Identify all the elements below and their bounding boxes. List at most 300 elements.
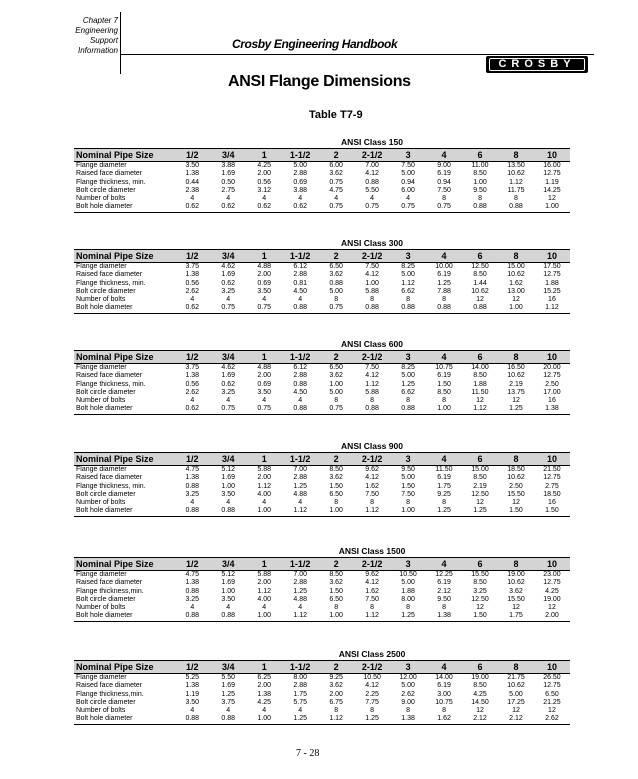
pipe-size-header: 3/4 xyxy=(221,251,235,261)
table-cell: 2.00 xyxy=(257,170,272,178)
table-cell: 6.12 xyxy=(293,364,307,371)
table-row xyxy=(74,263,570,271)
table-cell: 3.88 xyxy=(221,162,236,169)
table-cell: 2.88 xyxy=(293,271,307,279)
table-row xyxy=(74,682,570,690)
table-cell: 0.88 xyxy=(221,612,236,620)
table-cell: 1.25 xyxy=(437,507,451,515)
table-cell: 20.00 xyxy=(543,364,561,371)
table-cell: 3.62 xyxy=(329,474,343,482)
table-cell: 0.94 xyxy=(401,178,415,186)
pipe-size-header: 3/4 xyxy=(221,662,235,672)
table-cell: 0.56 xyxy=(185,279,200,287)
table-cell: 8 xyxy=(334,707,339,715)
chapter-line: Support xyxy=(89,36,118,45)
pipe-size-header: 10 xyxy=(546,662,557,672)
table-cell: 9.62 xyxy=(365,466,379,473)
pipe-size-header: 4 xyxy=(441,352,447,362)
table-cell: 14.00 xyxy=(471,364,489,371)
table-cell: 4.88 xyxy=(293,595,307,603)
row-label: Flange diameter xyxy=(76,162,127,169)
table-row xyxy=(74,466,570,474)
table-cell: 1.00 xyxy=(221,587,236,595)
table-cell: 12 xyxy=(512,397,520,405)
table-cell: 14.00 xyxy=(435,674,453,681)
table-cell: 0.62 xyxy=(293,203,307,211)
table-cell: 1.12 xyxy=(365,380,379,388)
table-cell: 0.88 xyxy=(365,178,379,186)
row-label: Flange thickness, min. xyxy=(76,279,146,287)
pipe-size-header: 2 xyxy=(333,251,339,261)
table-cell: 0.75 xyxy=(329,178,343,186)
pipe-size-header: 3/4 xyxy=(221,352,235,362)
table-cell: 6.50 xyxy=(329,595,343,603)
table-cell: 5.00 xyxy=(401,579,415,587)
table-cell: 2.88 xyxy=(293,682,307,690)
table-cell: 4 xyxy=(226,195,231,203)
table-row xyxy=(74,707,570,715)
table-cell: 12 xyxy=(512,604,520,612)
table-cell: 5.50 xyxy=(365,186,379,194)
table-cell: 4.62 xyxy=(221,364,236,371)
pipe-size-header: 10 xyxy=(546,352,557,362)
table-row xyxy=(74,280,570,288)
table-cell: 6.19 xyxy=(437,271,451,279)
table-cell: 8 xyxy=(406,397,411,405)
table-cell: 1.62 xyxy=(509,279,523,287)
pipe-size-header: 1 xyxy=(261,251,267,261)
table-cell: 6.50 xyxy=(329,490,343,498)
table-row xyxy=(74,715,570,723)
table-cell: 2.19 xyxy=(509,380,523,388)
table-cell: 4.25 xyxy=(257,162,272,169)
table-header-row xyxy=(74,452,570,466)
table-cell: 13.00 xyxy=(507,287,525,295)
row-label: Raised face diameter xyxy=(76,682,143,690)
table-cell: 1.12 xyxy=(293,507,307,515)
table-cell: 4 xyxy=(262,296,267,304)
table-cell: 2.12 xyxy=(473,715,487,723)
table-cell: 4.62 xyxy=(221,263,236,270)
pipe-size-header: 1/2 xyxy=(186,559,199,569)
table-cell: 4 xyxy=(190,195,195,203)
table-cell: 1.75 xyxy=(293,690,307,698)
class-title: ANSI Class 300 xyxy=(341,238,403,248)
pipe-size-header: 3 xyxy=(405,454,411,464)
pipe-size-header: 10 xyxy=(546,251,557,261)
table-cell: 1.38 xyxy=(257,690,272,698)
table-cell: 0.69 xyxy=(293,178,307,186)
table-cell: 19.00 xyxy=(471,674,489,681)
table-cell: 4 xyxy=(226,604,231,612)
crosby-logo: CROSBY xyxy=(486,56,588,73)
table-cell: 6.62 xyxy=(401,287,415,295)
table-cell: 6.19 xyxy=(437,474,451,482)
table-cell: 4.88 xyxy=(257,263,272,270)
row-label: Bolt circle diameter xyxy=(76,698,136,706)
pipe-size-header: 2 xyxy=(333,454,339,464)
pipe-size-header: 4 xyxy=(441,251,447,261)
pipe-size-header: 6 xyxy=(477,559,483,569)
table-header-row xyxy=(74,660,570,674)
table-row xyxy=(74,179,570,187)
table-cell: 12 xyxy=(548,707,556,715)
table-cell: 0.75 xyxy=(221,304,236,312)
table-cell: 1.50 xyxy=(473,612,487,620)
table-cell: 12 xyxy=(476,604,484,612)
table-cell: 4 xyxy=(226,499,231,507)
table-cell: 1.25 xyxy=(221,690,236,698)
table-cell: 4.75 xyxy=(185,571,200,578)
table-cell: 6.25 xyxy=(257,674,272,681)
pipe-size-header: 1/2 xyxy=(186,251,199,261)
pipe-size-header: 4 xyxy=(441,454,447,464)
table-cell: 8 xyxy=(442,195,446,203)
table-cell: 4 xyxy=(190,296,195,304)
row-label: Flange thickness, min. xyxy=(76,380,146,388)
table-cell: 2.75 xyxy=(221,186,236,194)
table-row xyxy=(74,170,570,178)
table-cell: 0.62 xyxy=(257,203,272,211)
table-cell: 4 xyxy=(298,296,303,304)
table-cell: 1.00 xyxy=(329,507,343,515)
table-cell: 12 xyxy=(548,195,556,203)
table-cell: 4.12 xyxy=(365,372,379,380)
table-cell: 1.44 xyxy=(473,279,487,287)
table-cell: 1.38 xyxy=(185,170,200,178)
table-cell: 0.88 xyxy=(473,203,487,211)
flange-table xyxy=(74,136,570,213)
table-cell: 12.50 xyxy=(471,595,489,603)
table-row xyxy=(74,483,570,491)
pipe-size-header: 8 xyxy=(513,662,519,672)
class-title: ANSI Class 150 xyxy=(341,137,403,147)
table-cell: 8.50 xyxy=(473,682,487,690)
pipe-size-header: 1/2 xyxy=(186,352,199,362)
table-cell: 10.00 xyxy=(435,263,453,270)
table-cell: 17.50 xyxy=(543,263,561,270)
pipe-size-header: 1-1/2 xyxy=(289,251,311,261)
row-label: Number of bolts xyxy=(76,195,126,203)
table-cell: 6.50 xyxy=(329,263,343,270)
table-cell: 21.25 xyxy=(543,698,561,706)
table-cell: 9.00 xyxy=(437,162,451,169)
table-cell: 0.62 xyxy=(221,203,236,211)
pipe-size-header: 2-1/2 xyxy=(361,150,383,160)
table-row xyxy=(74,288,570,296)
table-cell: 4 xyxy=(298,604,303,612)
pipe-size-header: 1-1/2 xyxy=(289,662,311,672)
pipe-size-header: 1/2 xyxy=(186,454,199,464)
table-cell: 13.75 xyxy=(507,388,525,396)
table-cell: 6.12 xyxy=(293,263,307,270)
table-cell: 1.75 xyxy=(509,612,523,620)
table-cell: 8 xyxy=(370,296,375,304)
table-cell: 1.12 xyxy=(329,715,343,723)
row-label: Flange thickness, min. xyxy=(76,178,146,186)
table-cell: 1.00 xyxy=(329,612,343,620)
table-cell: 0.88 xyxy=(509,203,523,211)
table-cell: 0.69 xyxy=(257,380,272,388)
table-cell: 11.50 xyxy=(435,466,453,473)
table-cell: 8.50 xyxy=(437,388,451,396)
pipe-size-header: 10 xyxy=(546,454,557,464)
row-label: Bolt hole diameter xyxy=(76,507,133,515)
table-cell: 8 xyxy=(442,499,446,507)
table-cell: 4 xyxy=(190,397,195,405)
table-cell: 3.50 xyxy=(257,287,272,295)
pipe-size-header: 6 xyxy=(477,150,483,160)
table-cell: 3.62 xyxy=(509,587,523,595)
table-cell: 6.00 xyxy=(401,186,415,194)
table-cell: 10.62 xyxy=(507,271,525,279)
table-row xyxy=(74,162,570,170)
table-cell: 1.69 xyxy=(221,579,236,587)
table-row xyxy=(74,372,570,380)
pipe-size-header: 3 xyxy=(405,352,411,362)
table-cell: 4 xyxy=(226,296,231,304)
table-cell: 9.25 xyxy=(329,674,343,681)
table-cell: 4 xyxy=(406,195,411,203)
row-label: Bolt hole diameter xyxy=(76,715,133,723)
pipe-size-header: 2 xyxy=(333,150,339,160)
table-cell: 10.50 xyxy=(363,674,381,681)
table-cell: 6.62 xyxy=(401,388,415,396)
table-cell: 2.62 xyxy=(545,715,559,723)
table-cell: 1.25 xyxy=(509,405,523,413)
table-cell: 3.50 xyxy=(221,595,236,603)
table-body xyxy=(74,571,570,622)
table-cell: 4.25 xyxy=(545,587,559,595)
table-cell: 0.88 xyxy=(473,304,487,312)
table-cell: 5.50 xyxy=(221,674,236,681)
table-cell: 12.25 xyxy=(435,571,453,578)
table-cell: 8.50 xyxy=(473,271,487,279)
pipe-size-header: 6 xyxy=(477,662,483,672)
handbook-title: Crosby Engineering Handbook xyxy=(232,37,398,51)
table-cell: 2.00 xyxy=(257,474,272,482)
table-cell: 4.88 xyxy=(257,364,272,371)
chapter-info xyxy=(56,16,118,56)
class-title: ANSI Class 1500 xyxy=(338,546,406,556)
table-cell: 4.50 xyxy=(293,388,307,396)
table-cell: 12.75 xyxy=(543,579,561,587)
table-cell: 3.75 xyxy=(185,364,200,371)
table-cell: 18.50 xyxy=(543,490,561,498)
table-row xyxy=(74,491,570,499)
table-cell: 2.88 xyxy=(293,579,307,587)
table-cell: 2.12 xyxy=(509,715,523,723)
table-cell: 4.00 xyxy=(257,595,272,603)
pipe-size-header: 6 xyxy=(477,454,483,464)
table-cell: 0.88 xyxy=(401,304,415,312)
row-label: Number of bolts xyxy=(76,296,126,304)
table-row xyxy=(74,187,570,195)
table-header-row xyxy=(74,249,570,263)
table-cell: 0.62 xyxy=(221,279,236,287)
table-cell: 2.00 xyxy=(257,579,272,587)
table-cell: 12.75 xyxy=(543,170,561,178)
table-cell: 12.75 xyxy=(543,474,561,482)
row-label: Flange diameter xyxy=(76,466,127,473)
table-cell: 0.75 xyxy=(329,304,343,312)
table-cell: 12 xyxy=(548,604,556,612)
row-label: Bolt hole diameter xyxy=(76,203,133,211)
table-row xyxy=(74,604,570,612)
table-header-row xyxy=(74,557,570,571)
row-label: Bolt circle diameter xyxy=(76,186,136,194)
table-cell: 3.62 xyxy=(329,682,343,690)
table-body xyxy=(74,466,570,517)
table-cell: 1.00 xyxy=(221,482,236,490)
table-cell: 1.38 xyxy=(545,405,559,413)
table-body xyxy=(74,162,570,213)
table-cell: 6.19 xyxy=(437,682,451,690)
table-cell: 1.12 xyxy=(473,405,487,413)
pipe-size-header: 10 xyxy=(546,559,557,569)
table-cell: 1.38 xyxy=(185,579,200,587)
table-cell: 2.00 xyxy=(257,682,272,690)
table-cell: 8 xyxy=(334,397,339,405)
page-number: 7 - 28 xyxy=(296,748,320,759)
class-title: ANSI Class 900 xyxy=(341,441,403,451)
table-cell: 5.00 xyxy=(401,474,415,482)
table-cell: 6.50 xyxy=(329,364,343,371)
table-cell: 2.62 xyxy=(185,388,200,396)
row-label: Bolt hole diameter xyxy=(76,612,133,620)
table-cell: 3.25 xyxy=(221,287,236,295)
table-cell: 1.69 xyxy=(221,170,236,178)
table-cell: 1.12 xyxy=(509,178,523,186)
table-cell: 3.50 xyxy=(185,162,200,169)
table-cell: 5.00 xyxy=(401,170,415,178)
table-cell: 1.25 xyxy=(293,587,307,595)
table-cell: 3.62 xyxy=(329,579,343,587)
table-cell: 1.00 xyxy=(401,507,415,515)
table-cell: 0.56 xyxy=(185,380,200,388)
table-cell: 2.19 xyxy=(473,482,487,490)
pipe-size-header: 3/4 xyxy=(221,454,235,464)
table-cell: 9.50 xyxy=(401,466,415,473)
row-label: Flange thickness,min. xyxy=(76,587,144,595)
table-cell: 0.81 xyxy=(293,279,307,287)
table-cell: 10.75 xyxy=(435,698,453,706)
row-label: Bolt hole diameter xyxy=(76,304,133,312)
table-cell: 12.75 xyxy=(543,372,561,380)
table-cell: 1.25 xyxy=(293,482,307,490)
table-cell: 2.12 xyxy=(437,587,451,595)
table-cell: 7.50 xyxy=(401,490,415,498)
table-cell: 1.38 xyxy=(437,612,451,620)
table-cell: 4 xyxy=(262,707,267,715)
pipe-size-header: 1 xyxy=(261,454,267,464)
table-cell: 2.88 xyxy=(293,170,307,178)
table-cell: 0.75 xyxy=(221,405,236,413)
table-row xyxy=(74,499,570,507)
row-label: Flange diameter xyxy=(76,364,127,371)
table-cell: 1.38 xyxy=(185,682,200,690)
pipe-size-header: 1-1/2 xyxy=(289,559,311,569)
table-cell: 0.88 xyxy=(437,304,451,312)
table-cell: 4 xyxy=(226,707,231,715)
table-cell: 8 xyxy=(370,604,375,612)
table-cell: 1.25 xyxy=(437,279,451,287)
table-row xyxy=(74,195,570,203)
table-cell: 0.88 xyxy=(293,304,307,312)
flange-table xyxy=(74,237,570,314)
table-cell: 15.25 xyxy=(543,287,561,295)
table-cell: 10.62 xyxy=(507,579,525,587)
table-cell: 0.88 xyxy=(329,279,343,287)
pipe-size-header: 2-1/2 xyxy=(361,454,383,464)
table-cell: 1.12 xyxy=(257,482,272,490)
flange-table xyxy=(74,440,570,517)
table-cell: 5.88 xyxy=(365,287,379,295)
table-cell: 12 xyxy=(512,296,520,304)
table-cell: 1.00 xyxy=(545,203,559,211)
table-row xyxy=(74,507,570,515)
table-cell: 11.50 xyxy=(471,388,489,396)
table-cell: 2.62 xyxy=(185,287,200,295)
chapter-line: Information xyxy=(77,46,118,55)
table-cell: 4.25 xyxy=(257,698,272,706)
row-label: Bolt circle diameter xyxy=(76,287,136,295)
table-cell: 12.75 xyxy=(543,682,561,690)
table-cell: 0.88 xyxy=(185,482,200,490)
table-cell: 17.25 xyxy=(507,698,525,706)
table-cell: 5.88 xyxy=(365,388,379,396)
table-cell: 2.50 xyxy=(509,482,523,490)
table-cell: 4.75 xyxy=(329,186,343,194)
row-label: Number of bolts xyxy=(76,604,126,612)
table-cell: 6.00 xyxy=(329,162,343,169)
pipe-size-header: 1/2 xyxy=(186,662,199,672)
table-cell: 18.50 xyxy=(507,466,525,473)
table-cell: 4 xyxy=(262,397,267,405)
table-cell: 12 xyxy=(476,707,484,715)
table-cell: 3.75 xyxy=(221,698,236,706)
table-cell: 15.00 xyxy=(471,466,489,473)
table-cell: 2.88 xyxy=(293,372,307,380)
table-cell: 8.25 xyxy=(401,263,415,270)
table-cell: 1.69 xyxy=(221,474,236,482)
table-cell: 11.00 xyxy=(471,162,489,169)
table-cell: 3.12 xyxy=(257,186,272,194)
header-label: Nominal Pipe Size xyxy=(76,352,154,362)
header-label: Nominal Pipe Size xyxy=(76,559,154,569)
header-divider-vertical xyxy=(120,12,121,74)
flange-table xyxy=(74,648,570,725)
table-row xyxy=(74,691,570,699)
table-cell: 0.88 xyxy=(365,304,379,312)
pipe-size-header: 4 xyxy=(441,662,447,672)
table-cell: 1.50 xyxy=(329,587,343,595)
table-cell: 1.88 xyxy=(473,380,487,388)
table-cell: 1.88 xyxy=(545,279,559,287)
row-label: Flange diameter xyxy=(76,263,127,270)
table-row xyxy=(74,674,570,682)
pipe-size-header: 1-1/2 xyxy=(289,454,311,464)
table-cell: 0.75 xyxy=(401,203,415,211)
table-cell: 2.88 xyxy=(293,474,307,482)
pipe-size-header: 2-1/2 xyxy=(361,352,383,362)
table-cell: 10.62 xyxy=(507,682,525,690)
header-divider-horizontal xyxy=(120,54,594,55)
table-cell: 1.12 xyxy=(365,612,379,620)
table-row xyxy=(74,389,570,397)
table-cell: 1.25 xyxy=(473,507,487,515)
table-row xyxy=(74,364,570,372)
